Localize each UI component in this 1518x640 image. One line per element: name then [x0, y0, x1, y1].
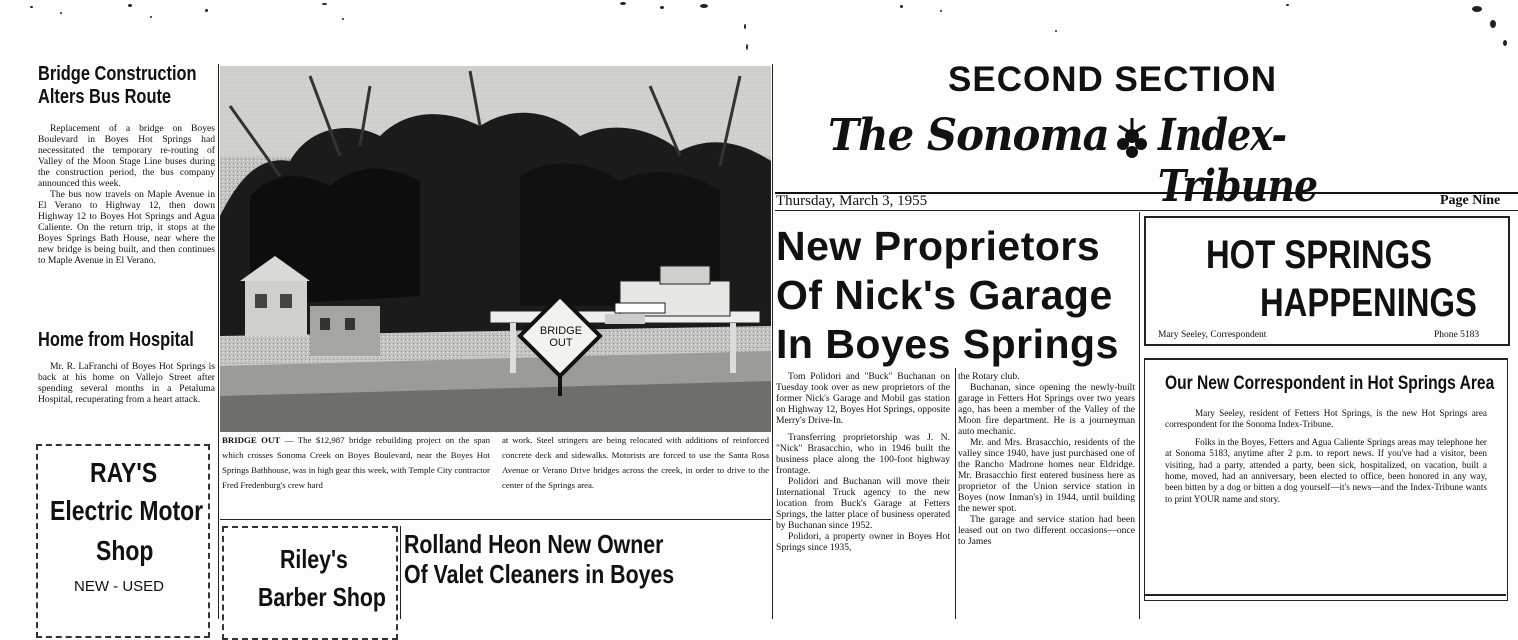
caption-text-1: — The $12,987 bridge rebuilding project on the span which crosses Sonoma Creek on Boyes Boulevard, near the Boyes Hot Springs Bathhouse, was in high gear this week, with Temple City contractor Fred Fredenburg's crew hard [222, 435, 490, 490]
column-rule-5 [1139, 212, 1140, 619]
rileys-barber-ad [222, 526, 398, 640]
date-rule-bottom [775, 210, 1518, 211]
bridge-photo [220, 66, 771, 432]
bottom-rule-right [1144, 594, 1506, 596]
photo-caption [222, 433, 490, 493]
photo-caption-2: at work. Steel stringers are being relocated with additions of reinforced concrete deck and sidewalks. Motorists are forced to use the Santa Rosa Avenue or Verano Drive bridges across the creek, in order to drive to the center of the Springs area. [502, 435, 769, 490]
new-correspondent-box [1144, 358, 1508, 601]
hot-springs-title-2: HAPPENINGS [1260, 281, 1477, 325]
hospital-headline: Home from Hospital [38, 329, 194, 351]
nameplate-left: The Sonoma [828, 110, 1109, 161]
column-rule-1 [218, 64, 219, 619]
page-number: Page Nine [1440, 193, 1501, 208]
bus-route-story: Replacement of a bridge on Boyes Boulevard in Boyes Hot Springs had necessitated the temporary re-routing of Valley of the Moon Stage Line buses during the construction period, the bus company announced this week. The bus now travels on Maple Avenue in El Verano to Highway 12, then down Highway 12 to Boyes Hot Springs and Agua Caliente. On the return trip, it stops at the Boyes Springs Bath House, near where the new bridge is being built, and then continues to Maple Avenue in El Verano. [38, 123, 215, 266]
hot-springs-box [1144, 216, 1510, 346]
lead-story-col-b: the Rotary club. Buchanan, since opening the newly-built garage in Fetters Hot Springs over two years ago, has been a member of the Valley of the Moon fire department. He is a journeyman auto mechanic. Mr. and Mrs. Brasacchio, residents of the valley since 1940, have just purchased one of the Rancho Madrone homes near Eldridge. Mr. Brasacchio first entered business here as proprietor of the Union service station in Boyes (now Inman's) in 1944, until building the newer spot. The garage and service station had been leased out on two different occasions—once to James [958, 371, 1135, 547]
hot-springs-title-1: HOT SPRINGS [1206, 233, 1432, 277]
correspondent-phone: Phone 5183 [1434, 330, 1480, 340]
rolland-headline: Rolland Heon New Owner Of Valet Cleaners in Boyes [404, 529, 675, 590]
issue-date: Thursday, March 3, 1955 [776, 193, 928, 209]
caption-rule [220, 519, 771, 520]
rays-ad-line4: NEW - USED [74, 578, 164, 595]
rays-ad-line1: RAY'S [90, 457, 158, 488]
correspondent-story: Mary Seeley, resident of Fetters Hot Springs, is the new Hot Springs area correspondent for the Sonoma Index-Tribune. Folks in the Boyes, Fetters and Agua Caliente Springs areas may telephone her at Sonoma 5183, anytime after 2 p.m. to report news. If you've had a visitor, been visiting, had a party, attended a party, been sick, hospitalized, on vacation, built a home, moved, had an anniversary, been elected to office, been honored in any way, been bitten by a dog or bitten a dog yourself—it's news—and the Index-Tribune wants to print YOUR name and story. [1165, 408, 1487, 504]
caption-lead: BRIDGE OUT [222, 435, 281, 445]
rays-ad-line3: Shop [96, 535, 154, 566]
column-rule-2 [400, 526, 401, 619]
bridge-out-sign-text: BRIDGE OUT [539, 325, 583, 349]
column-rule-3 [772, 64, 773, 619]
rileys-ad-line2: Barber Shop [258, 582, 386, 612]
bridge-photo-image [220, 66, 771, 432]
bus-route-headline: Bridge Construction Alters Bus Route [38, 64, 197, 108]
lead-story-col-a: Tom Polidori and "Buck" Buchanan on Tuesday took over as new proprietors of the former Nick's Garage and Mobil gas station on Highway 12, Boyes Hot Springs, opposite Merry's Drive-In. Transferring proprietorship was J. N. "Nick" Brasacchio, who in 1946 built the business place along the 100-foot highway frontage. Polidori and Buchanan will move their International Truck agency to the new location from Buck's Garage at Fetters Springs, the latter place of business operated by Buchanan since 1952. Polidori, a property owner in Boyes Hot Springs since 1935, [776, 371, 950, 553]
correspondent-name: Mary Seeley, Correspondent [1158, 330, 1267, 340]
correspondent-headline: Our New Correspondent in Hot Springs Area [1165, 373, 1495, 394]
column-rule-4 [955, 368, 956, 619]
hospital-story: Mr. R. LaFranchi of Boyes Hot Springs is back at his home on Vallejo Street after spending several months in a Petaluma Hospital, recuperating from a heart attack. [38, 361, 215, 405]
rays-shop-ad [36, 444, 210, 638]
lead-headline: New Proprietors Of Nick's Garage In Boyes Springs [776, 223, 1119, 367]
vine-emblem-icon [1111, 116, 1153, 171]
rileys-ad-line1: Riley's [280, 544, 348, 574]
section-label: SECOND SECTION [948, 60, 1278, 99]
rays-ad-line2: Electric Motor [50, 495, 204, 526]
nameplate-right: Index-Tribune [1158, 110, 1318, 212]
